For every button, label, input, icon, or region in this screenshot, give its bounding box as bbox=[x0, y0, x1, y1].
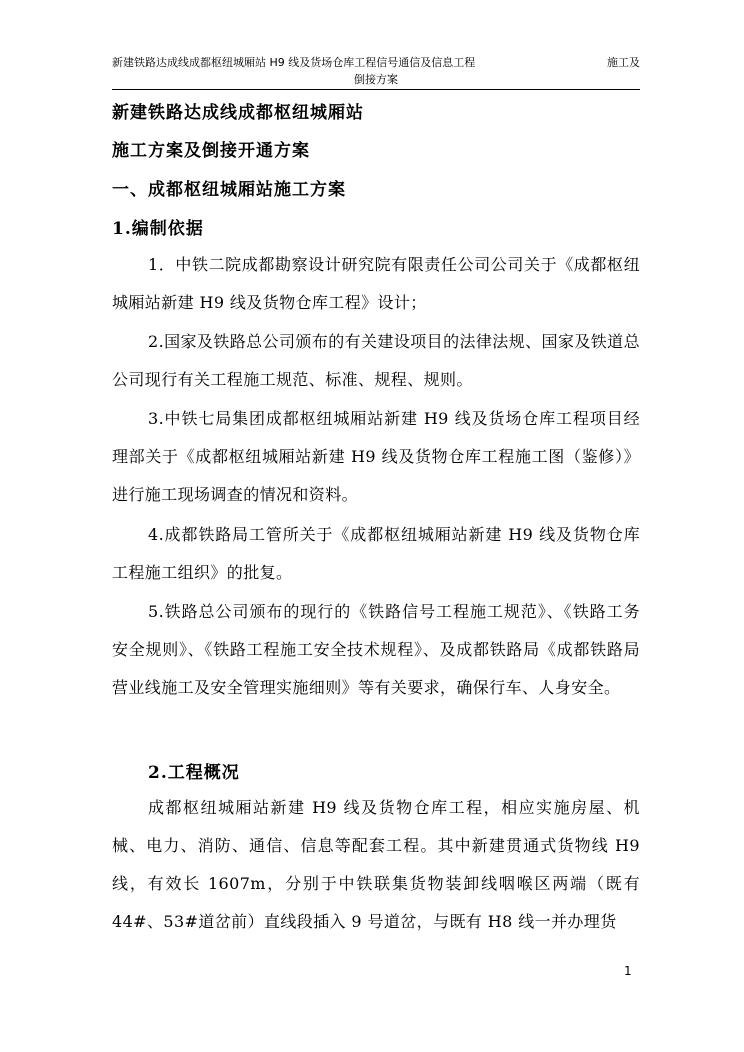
header-divider bbox=[112, 89, 640, 90]
header-title-continued: 倒接方案 bbox=[354, 73, 398, 86]
paragraph-basis-3: 3.中铁七局集团成都枢纽城厢站新建 H9 线及货场仓库工程项目经理部关于《成都枢纽城厢站新建 H9 线及货物仓库工程施工图（鉴修）》进行施工现场调查的情况和资料。 bbox=[112, 409, 640, 504]
page-number: 1 bbox=[624, 964, 632, 978]
header-title: 新建铁路达成线成都枢纽城厢站 H9 线及货场仓库工程信号通信及信息工程 bbox=[112, 56, 476, 69]
paragraph-basis-2: 2.国家及铁路总公司颁布的有关建设项目的法律法规、国家及铁道总公司现行有关工程施工规范、标准、规程、规则。 bbox=[112, 332, 640, 389]
paragraph-basis-1: 1．中铁二院成都勘察设计研究院有限责任公司公司关于《成都枢纽城厢站新建 H9 线及货物仓库工程》设计； bbox=[112, 255, 640, 312]
subsection-heading-overview: 2.工程概况 bbox=[148, 763, 240, 783]
document-title-line1: 新建铁路达成线成都枢纽城厢站 bbox=[112, 103, 364, 123]
paragraph-overview: 成都枢纽城厢站新建 H9 线及货物仓库工程，相应实施房屋、机械、电力、消防、通信、信息等配套工程。其中新建贯通式货物线 H9 线，有效长 1607m，分别于中铁联集货物装卸线咽喉区两端（既有 44#、53#道岔前）直线段插入 9 号道岔，与既有 H8 线一并办理货 bbox=[112, 798, 640, 931]
paragraph-basis-4: 4.成都铁路局工管所关于《成都枢纽城厢站新建 H9 线及货物仓库工程施工组织》的批复。 bbox=[112, 525, 640, 582]
header-title-right: 施工及 bbox=[607, 56, 640, 69]
paragraph-basis-5: 5.铁路总公司颁布的现行的《铁路信号工程施工规范》、《铁路工务安全规则》、《铁路工程施工安全技术规程》、及成都铁路局《成都铁路局营业线施工及安全管理实施细则》等有关要求，确保行车、人身安全。 bbox=[112, 602, 640, 697]
subsection-heading-basis: 1.编制依据 bbox=[112, 219, 204, 239]
document-title-line2: 施工方案及倒接开通方案 bbox=[112, 141, 310, 161]
section-heading: 一、成都枢纽城厢站施工方案 bbox=[112, 180, 346, 200]
